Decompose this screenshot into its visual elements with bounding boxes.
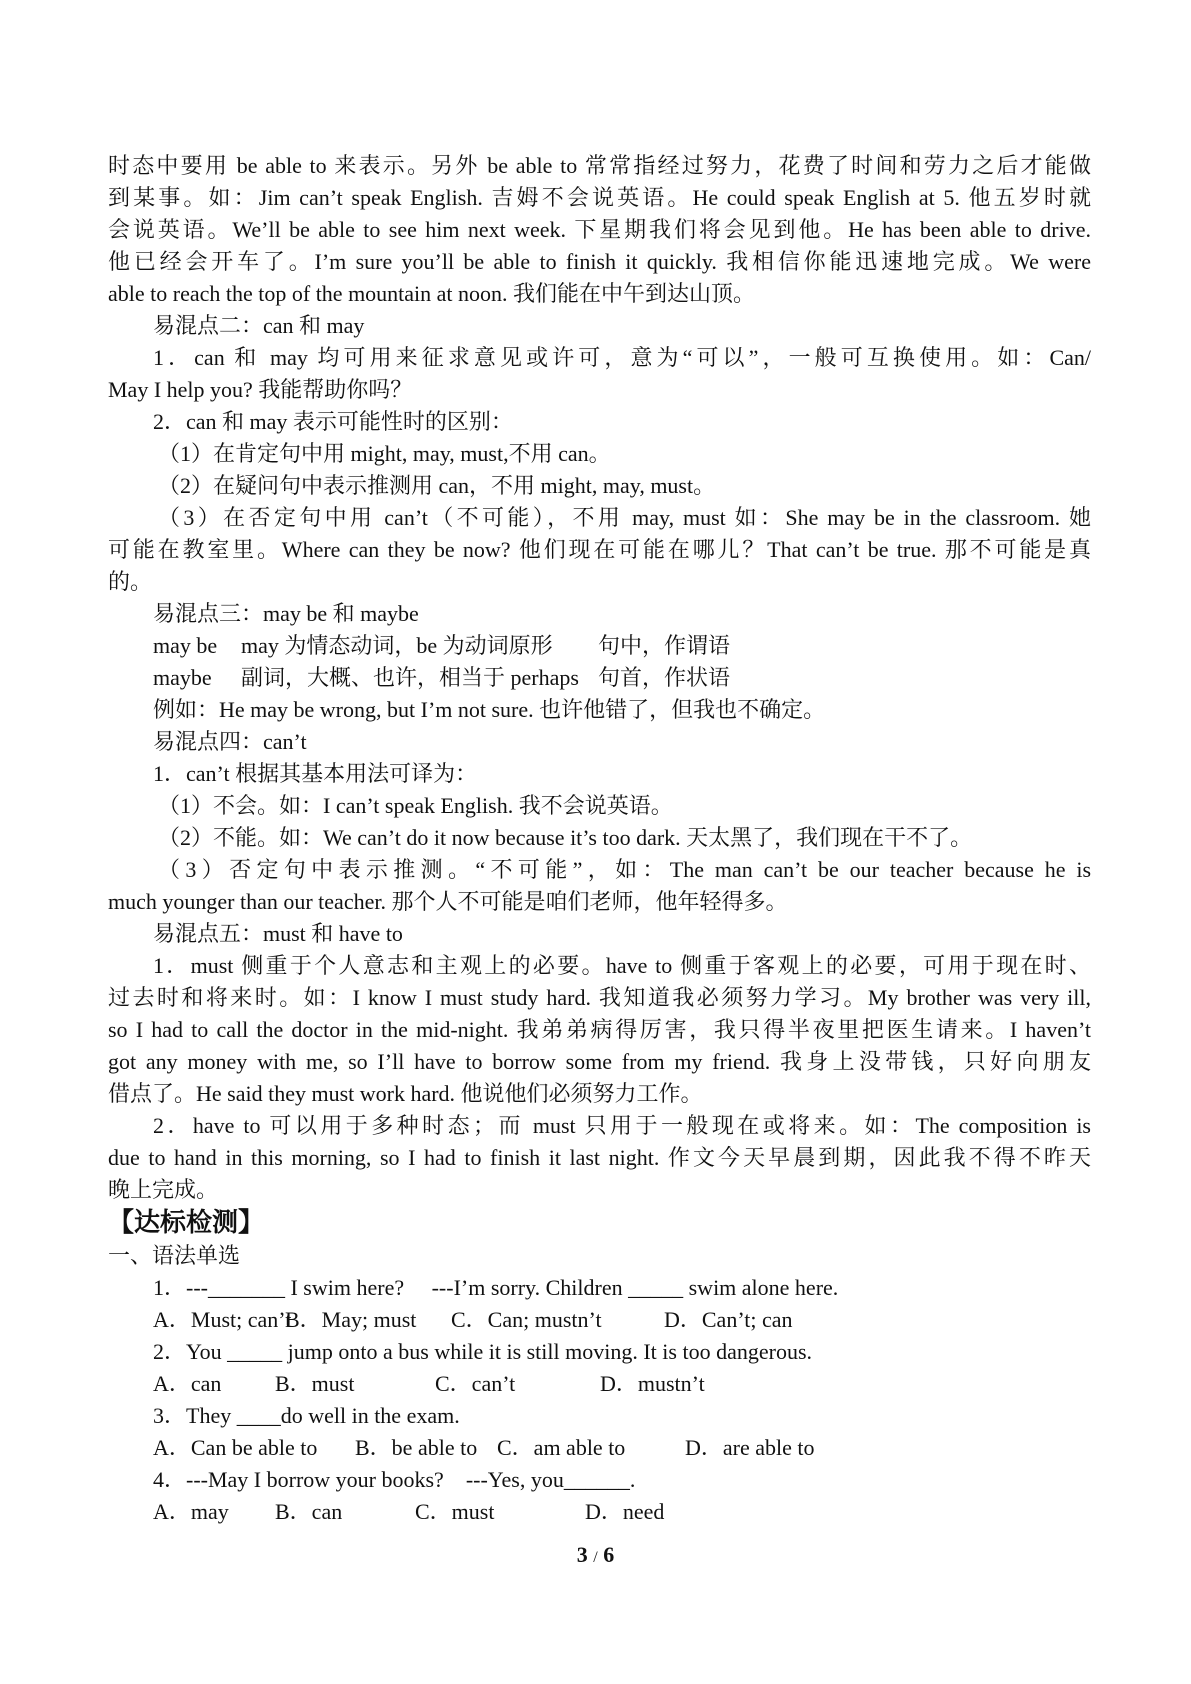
option: A．Must; can’t <box>153 1307 292 1332</box>
text-line: 例如：He may be wrong, but I’m not sure. 也许他错了，但我也不确定。 <box>153 697 826 722</box>
text-line: 可能在教室里。Where can they be now? 他们现在可能在哪儿？That can’t be true. 那不可能是真 <box>108 537 1091 562</box>
subsection-title: 一、语法单选 <box>108 1243 241 1268</box>
document-body <box>108 150 1091 1528</box>
option: B．must <box>275 1371 355 1396</box>
option: A．can <box>153 1371 222 1396</box>
text-line: 到某事。如：Jim can’t speak English. 吉姆不会说英语。He could speak English at 5. 他五岁时就 <box>108 185 1091 210</box>
option: A．Can be able to <box>153 1435 318 1460</box>
option: C．can’t <box>435 1371 516 1396</box>
term: maybe <box>153 665 212 690</box>
question-stem: 4．---May I borrow your books? ---Yes, you______. <box>153 1467 636 1492</box>
section-title: 【达标检测】 <box>108 1208 265 1238</box>
page-total: 6 <box>603 1542 615 1567</box>
text-line: 借点了。He said they must work hard. 他说他们必须努力工作。 <box>108 1081 703 1106</box>
text-line: （2）不能。如：We can’t do it now because it’s too dark. 天太黑了，我们现在干不了。 <box>158 825 973 850</box>
text-line: 晚上完成。 <box>108 1177 219 1202</box>
option: C．must <box>415 1499 495 1524</box>
section-heading: 易混点五：must 和 have to <box>153 921 403 946</box>
usage: 句首，作状语 <box>598 665 731 690</box>
option: D．are able to <box>685 1435 815 1460</box>
question-options <box>108 1496 1091 1528</box>
text-line: 1．can’t 根据其基本用法可译为： <box>153 761 478 786</box>
meaning: may 为情态动词，be 为动词原形 <box>241 633 553 658</box>
question-stem: 3．They ____do well in the exam. <box>153 1403 460 1428</box>
section-heading: 易混点三：may be 和 maybe <box>153 601 419 626</box>
text-line: so I had to call the doctor in the mid-night. 我弟弟病得厉害，我只得半夜里把医生请来。I haven’t <box>108 1017 1091 1042</box>
page-number <box>0 1542 1191 1568</box>
text-line: 1．can 和 may 均可用来征求意见或许可，意为“可以”，一般可互换使用。如：Can/ <box>153 345 1091 370</box>
option: C．am able to <box>497 1435 626 1460</box>
question-stem: 1．---_______ I swim here? ---I’m sorry. Children _____ swim alone here. <box>153 1275 839 1300</box>
question-options <box>108 1368 1091 1400</box>
text-line: 会说英语。We’ll be able to see him next week. 下星期我们将会见到他。He has been able to drive. <box>108 217 1091 242</box>
comparison-row <box>108 630 1091 662</box>
page-separator: / <box>593 1549 598 1566</box>
text-line: （3）否定句中表示推测。“不可能”，如：The man can’t be our teacher because he is <box>158 857 1091 882</box>
text-line: （3）在否定句中用 can’t（不可能），不用 may, must 如：She may be in the classroom. 她 <box>158 505 1091 530</box>
term: may be <box>153 633 218 658</box>
option: B．May; must <box>285 1307 417 1332</box>
option: D．Can’t; can <box>664 1307 793 1332</box>
text-line: May I help you? 我能帮助你吗？ <box>108 377 413 402</box>
question-stem: 2．You _____ jump onto a bus while it is still moving. It is too dangerous. <box>153 1339 813 1364</box>
section-heading: 易混点四：can’t <box>153 729 307 754</box>
option: D．need <box>585 1499 665 1524</box>
text-line: 2．have to 可以用于多种时态；而 must 只用于一般现在或将来。如：The composition is <box>153 1113 1091 1138</box>
text-line: 他已经会开车了。I’m sure you’ll be able to finish it quickly. 我相信你能迅速地完成。We were <box>108 249 1091 274</box>
text-line: due to hand in this morning, so I had to finish it last night. 作文今天早晨到期，因此我不得不昨天 <box>108 1145 1091 1170</box>
text-line: 过去时和将来时。如：I know I must study hard. 我知道我必须努力学习。My brother was very ill, <box>108 985 1091 1010</box>
usage: 句中，作谓语 <box>598 633 731 658</box>
section-heading: 易混点二：can 和 may <box>153 313 365 338</box>
text-line: able to reach the top of the mountain at noon. 我们能在中午到达山顶。 <box>108 281 756 306</box>
option: B．be able to <box>355 1435 478 1460</box>
question-options <box>108 1432 1091 1464</box>
text-line: （1）不会。如：I can’t speak English. 我不会说英语。 <box>158 793 673 818</box>
text-line: （2）在疑问句中表示推测用 can，不用 might, may, must。 <box>158 473 716 498</box>
text-line: much younger than our teacher. 那个人不可能是咱们老师，他年轻得多。 <box>108 889 788 914</box>
text-line: got any money with me, so I’ll have to borrow some from my friend. 我身上没带钱，只好向朋友 <box>108 1049 1091 1074</box>
comparison-row <box>108 662 1091 694</box>
meaning: 副词，大概、也许，相当于 perhaps <box>241 665 579 690</box>
option: D．mustn’t <box>600 1371 705 1396</box>
option: C．Can; mustn’t <box>451 1307 602 1332</box>
text-line: 时态中要用 be able to 来表示。另外 be able to 常常指经过努力，花费了时间和劳力之后才能做 <box>108 153 1091 178</box>
text-line: （1）在肯定句中用 might, may, must,不用 can。 <box>158 441 611 466</box>
page-current: 3 <box>576 1542 588 1567</box>
option: A．may <box>153 1499 229 1524</box>
option: B．can <box>275 1499 343 1524</box>
text-line: 1．must 侧重于个人意志和主观上的必要。have to 侧重于客观上的必要，可用于现在时、 <box>153 953 1091 978</box>
question-options <box>108 1304 1091 1336</box>
text-line: 2．can 和 may 表示可能性时的区别： <box>153 409 513 434</box>
text-line: 的。 <box>108 569 153 594</box>
